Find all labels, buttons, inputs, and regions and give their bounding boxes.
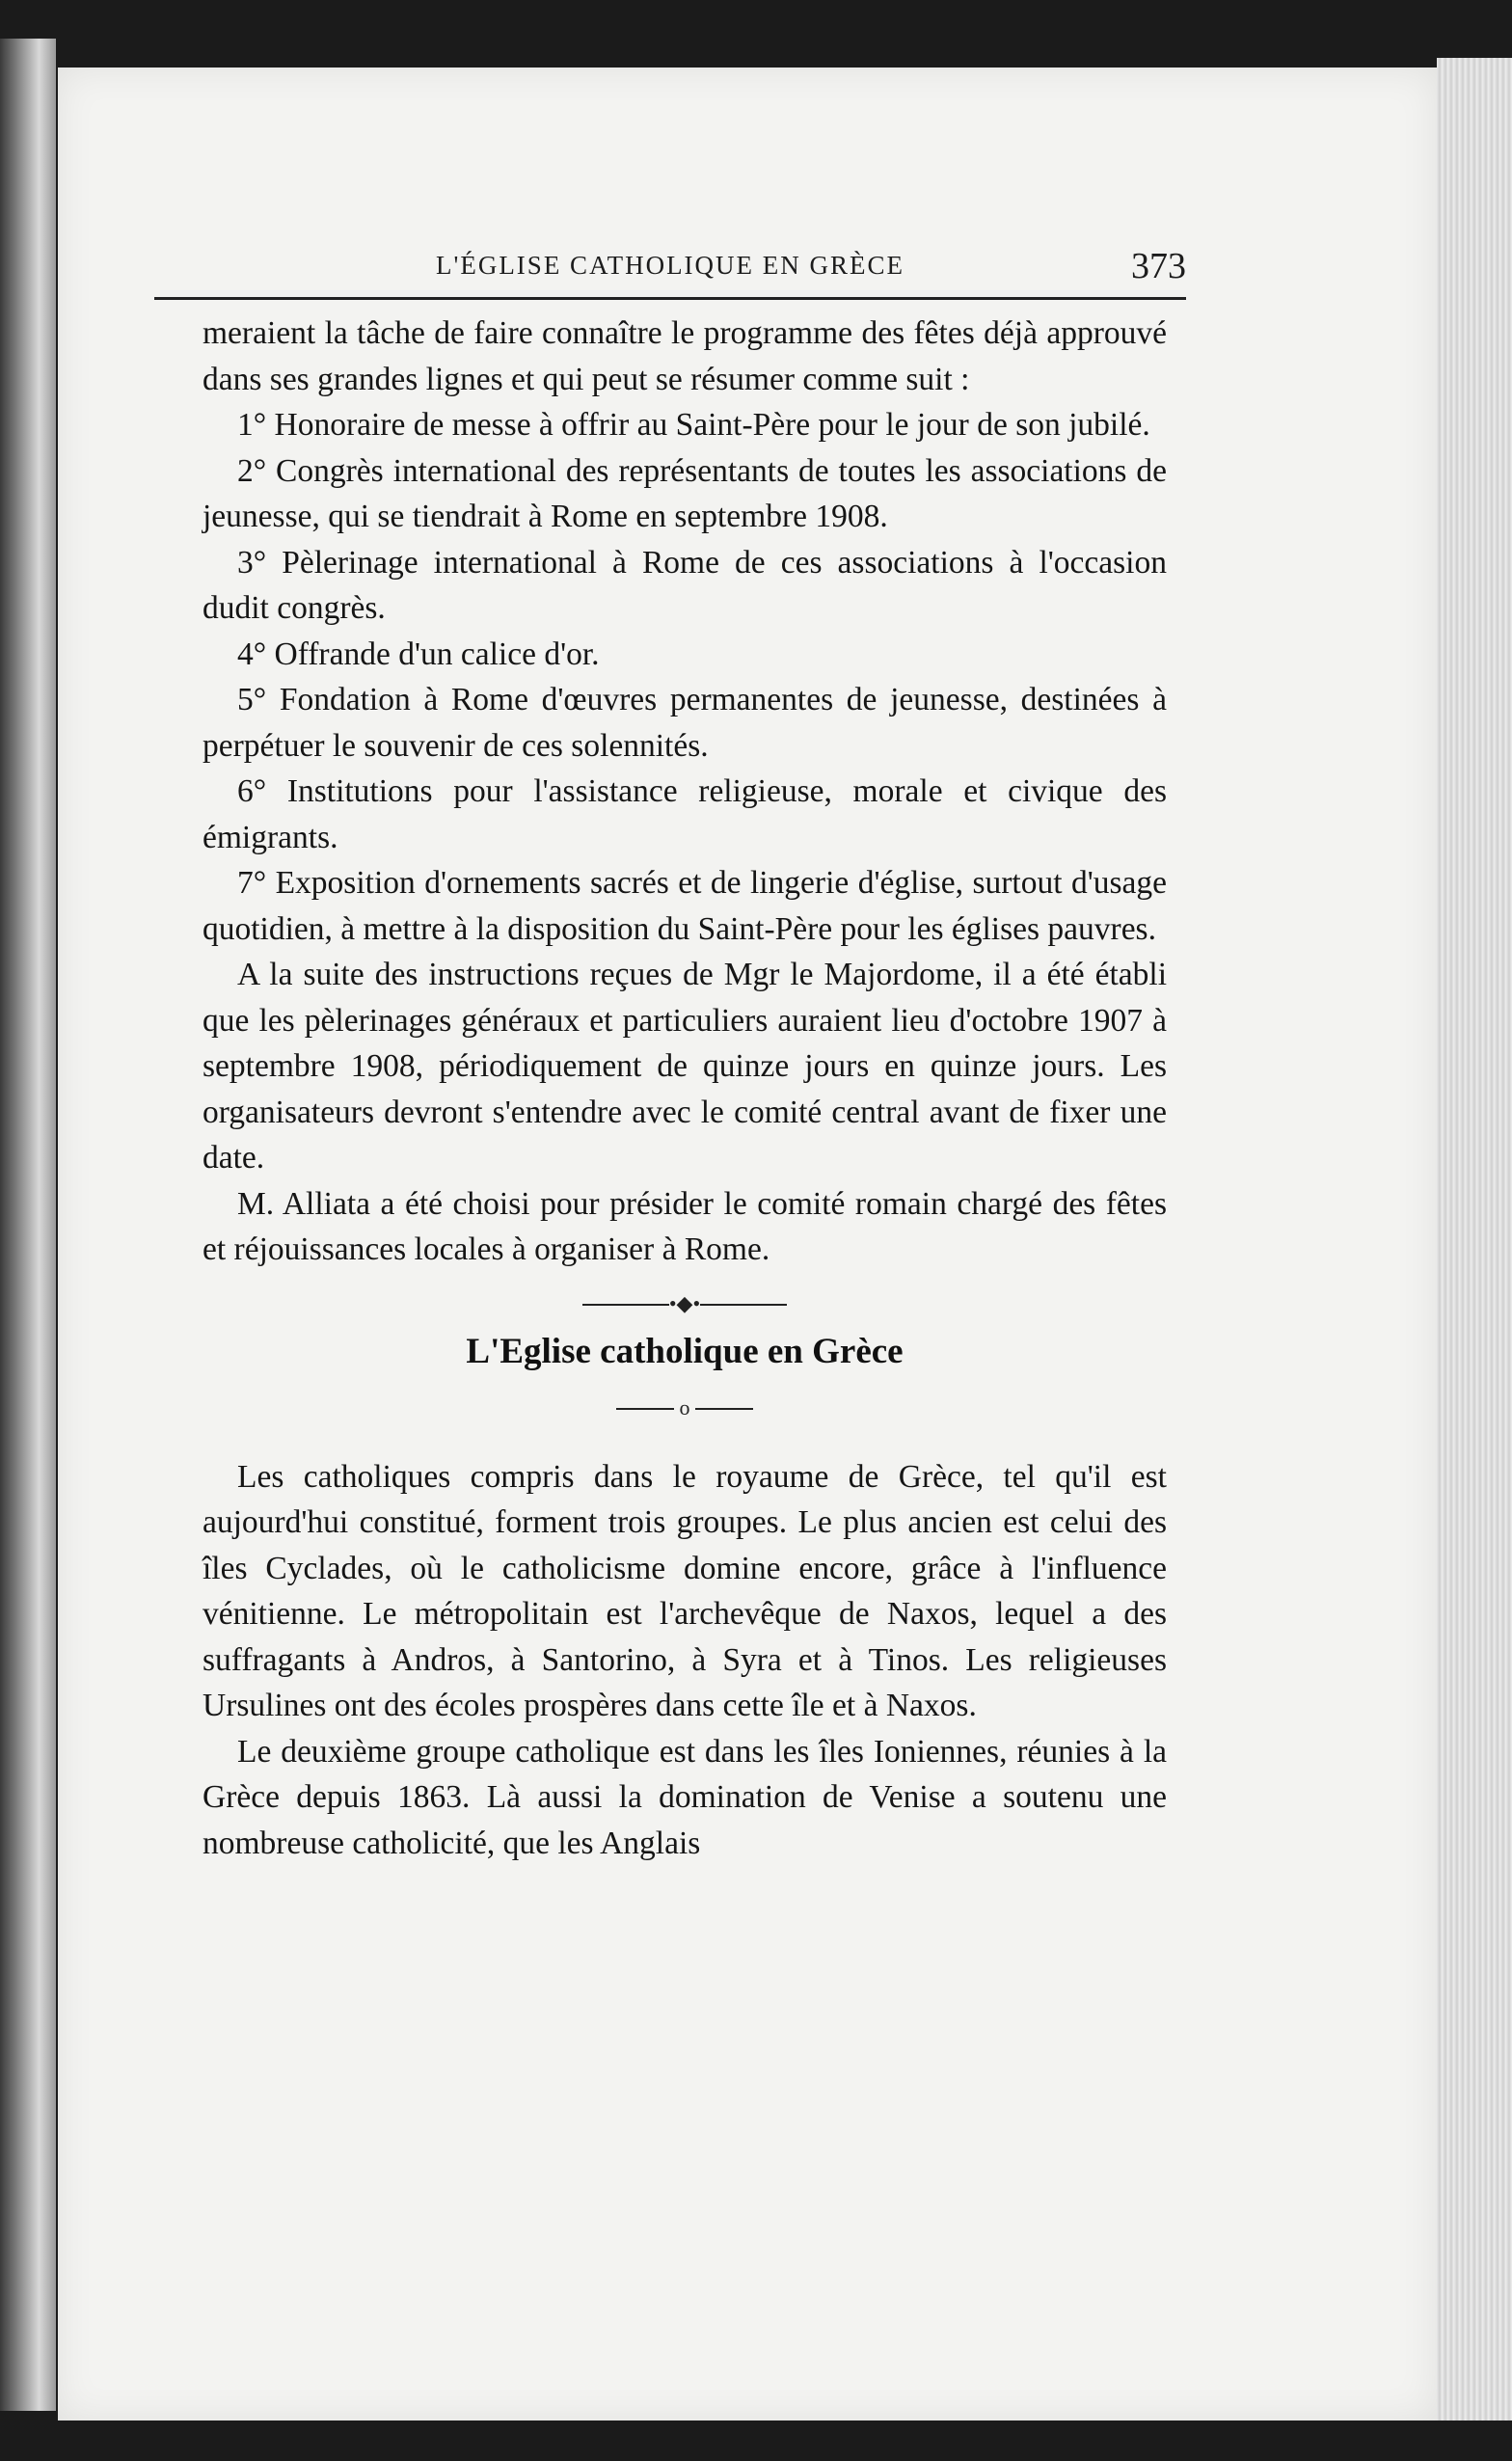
list-item: 4° Offrande d'un calice d'or. [237, 636, 600, 672]
page-body [202, 311, 1167, 1866]
list-item: 2° Congrès international des représentants de toutes les associations de jeunesse, qui se tiendrait à Rome en septembre 1908. [202, 452, 1167, 534]
list-item: 1° Honoraire de messe à offrir au Saint-Père pour le jour de son jubilé. [237, 407, 1150, 443]
paragraph: meraient la tâche de faire connaître le programme des fêtes déjà approuvé dans ses grandes lignes et qui peut se résumer comme suit : [202, 315, 1167, 397]
page-stack-edge [1437, 58, 1512, 2420]
facing-page-edge [0, 39, 56, 2411]
section-divider-ornament: •◆• [202, 1294, 1167, 1313]
page-number: 373 [1131, 246, 1186, 286]
title-underline-ornament: o [202, 1389, 1167, 1427]
list-item: 5° Fondation à Rome d'œuvres permanentes de jeunesse, destinées à perpétuer le souvenir de ces solennités. [202, 682, 1167, 764]
paragraph: M. Alliata a été choisi pour présider le comité romain chargé des fêtes et réjouissances locales à organiser à Rome. [202, 1185, 1167, 1267]
list-item: 7° Exposition d'ornements sacrés et de lingerie d'église, surtout d'usage quotidien, à mettre à la disposition du Saint-Père pour les églises pauvres. [202, 865, 1167, 947]
section-title: L'Eglise catholique en Grèce [466, 1331, 904, 1371]
paragraph: A la suite des instructions reçues de Mgr le Majordome, il a été établi que les pèlerinages généraux et particuliers auraient lieu d'octobre 1907 à septembre 1908, périodiquement de quinze jours en quinze jours. Les organisateurs devront s'entendre avec le comité central avant de fixer une date. [202, 957, 1167, 1176]
paragraph: Le deuxième groupe catholique est dans les îles Ioniennes, réunies à la Grèce depuis 1863. Là aussi la domination de Venise a soutenu une nombreuse catholicité, que les Anglais [202, 1733, 1167, 1861]
list-item: 6° Institutions pour l'assistance religieuse, morale et civique des émigrants. [202, 773, 1167, 855]
paragraph: Les catholiques compris dans le royaume de Grèce, tel qu'il est aujourd'hui constitué, forment trois groupes. Le plus ancien est celui des îles Cyclades, où le catholicisme domine encore, grâce à l'influence vénitienne. Le métropolitain est l'archevêque de Naxos, lequel a des suffragants à Andros, à Santorino, à Syra et à Tinos. Les religieuses Ursulines ont des écoles prospères dans cette île et à Naxos. [202, 1458, 1167, 1723]
list-item: 3° Pèlerinage international à Rome de ces associations à l'occasion dudit congrès. [202, 544, 1167, 626]
page-header [154, 239, 1186, 300]
running-title: L'ÉGLISE CATHOLIQUE EN GRÈCE [435, 251, 905, 280]
